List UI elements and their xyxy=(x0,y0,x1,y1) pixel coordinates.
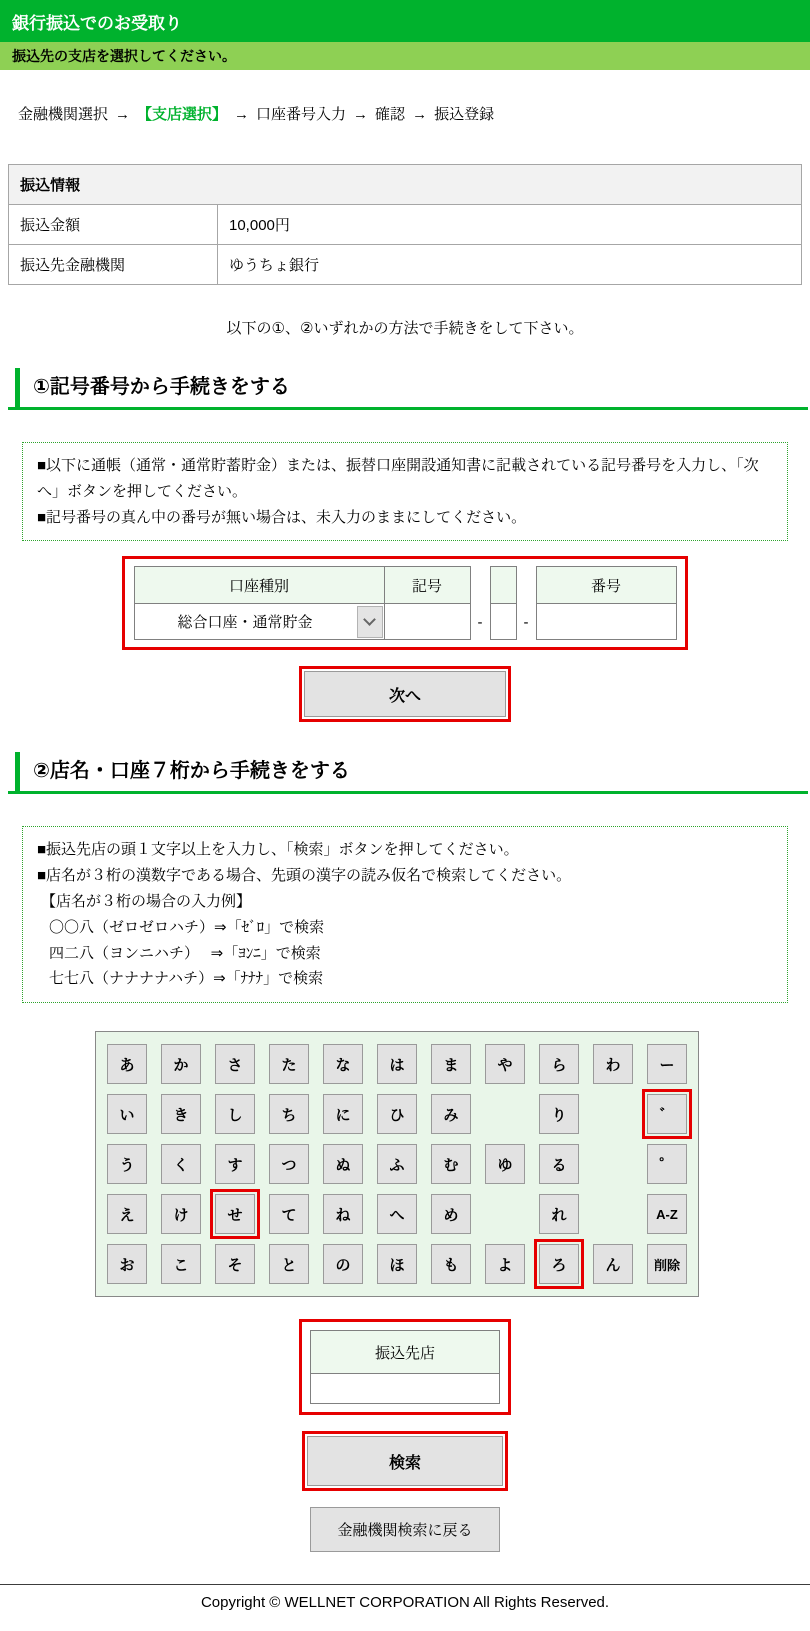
note-line: 四二八（ヨンニハチ） ⇒「ﾖﾝﾆ」で検索 xyxy=(49,944,321,962)
note-line: ■記号番号の真ん中の番号が無い場合は、未入力のままにしてください。 xyxy=(37,508,527,526)
page-title: 銀行振込でのお受取り xyxy=(0,0,810,42)
separator-dash: - xyxy=(523,613,529,631)
key-he[interactable]: へ xyxy=(377,1194,417,1234)
key-e[interactable]: え xyxy=(107,1194,147,1234)
breadcrumb-step: 確認 xyxy=(375,106,406,123)
key-ru[interactable]: る xyxy=(539,1144,579,1184)
transfer-info-table xyxy=(8,164,802,285)
key-so[interactable]: そ xyxy=(215,1244,255,1284)
section2-note-box xyxy=(22,826,788,1003)
breadcrumb-step: 金融機関選択 xyxy=(18,106,109,123)
table-row xyxy=(9,245,802,285)
key-ro[interactable]: ろ xyxy=(539,1244,579,1284)
middle-digit-input[interactable] xyxy=(491,605,516,639)
middle-digit-header xyxy=(490,567,516,604)
section2-heading xyxy=(8,752,808,794)
number-table xyxy=(536,566,677,640)
key-yo[interactable]: よ xyxy=(485,1244,525,1284)
key-ya[interactable]: や xyxy=(485,1044,525,1084)
key-chi[interactable]: ち xyxy=(269,1094,309,1134)
key-ku[interactable]: く xyxy=(161,1144,201,1184)
key-wa[interactable]: わ xyxy=(593,1044,633,1084)
breadcrumb-step: 【支店選択】 xyxy=(137,106,228,123)
table-header-row xyxy=(9,165,802,205)
next-button[interactable]: 次へ xyxy=(304,671,506,717)
key-i[interactable]: い xyxy=(107,1094,147,1134)
number-input[interactable] xyxy=(537,605,676,639)
key-delete[interactable]: 削除 xyxy=(647,1244,687,1284)
note-line: 【店名が３桁の場合の入力例】 xyxy=(41,892,252,910)
key-to[interactable]: と xyxy=(269,1244,309,1284)
key-alphabet[interactable]: A-Z xyxy=(647,1194,687,1234)
select-arrow-button[interactable] xyxy=(357,606,383,638)
breadcrumb-step: 口座番号入力 xyxy=(256,106,347,123)
key-ne[interactable]: ね xyxy=(323,1194,363,1234)
section1-note-box xyxy=(22,442,788,541)
key-shi[interactable]: し xyxy=(215,1094,255,1134)
key-o[interactable]: お xyxy=(107,1244,147,1284)
breadcrumb-step: 振込登録 xyxy=(434,106,495,123)
key-se[interactable]: せ xyxy=(215,1194,255,1234)
key-ko[interactable]: こ xyxy=(161,1244,201,1284)
next-button-highlight xyxy=(299,666,511,722)
branch-label: 振込先店 xyxy=(311,1331,500,1374)
key-na[interactable]: な xyxy=(323,1044,363,1084)
section1-heading-text: ①記号番号から手続きをする xyxy=(15,368,808,407)
account-type-select[interactable] xyxy=(135,605,384,639)
kana-keyboard xyxy=(95,1031,699,1297)
breadcrumb-separator: → xyxy=(115,106,131,123)
section2-heading-text: ②店名・口座７桁から手続きをする xyxy=(15,752,808,791)
branch-name-input[interactable] xyxy=(311,1375,499,1402)
row-label: 振込先金融機関 xyxy=(9,245,218,285)
back-to-bank-search-button[interactable]: 金融機関検索に戻る xyxy=(310,1507,500,1552)
key-ka[interactable]: か xyxy=(161,1044,201,1084)
key-me[interactable]: め xyxy=(431,1194,471,1234)
key-no[interactable]: の xyxy=(323,1244,363,1284)
footer-copyright: Copyright © WELLNET CORPORATION All Rights Reserved. xyxy=(0,1584,810,1631)
middle-digit-table xyxy=(490,566,517,640)
number-header: 番号 xyxy=(536,567,676,604)
page-subtitle: 振込先の支店を選択してください。 xyxy=(0,42,810,70)
symbol-header: 記号 xyxy=(384,567,470,604)
search-button-highlight xyxy=(302,1431,508,1491)
note-line: ■店名が３桁の漢数字である場合、先頭の漢字の読み仮名で検索してください。 xyxy=(37,867,572,885)
key-ho[interactable]: ほ xyxy=(377,1244,417,1284)
key-hi[interactable]: ひ xyxy=(377,1094,417,1134)
key-handakuten[interactable]: ゜ xyxy=(647,1144,687,1184)
note-line: ■振込先店の頭１文字以上を入力し、「検索」ボタンを押してください。 xyxy=(37,841,519,859)
account-symbol-table xyxy=(134,566,471,640)
key-te[interactable]: て xyxy=(269,1194,309,1234)
row-label: 振込金額 xyxy=(9,205,218,245)
key-mi[interactable]: み xyxy=(431,1094,471,1134)
symbol-number-form-highlight xyxy=(122,556,688,650)
key-mo[interactable]: も xyxy=(431,1244,471,1284)
breadcrumb-separator: → xyxy=(353,106,369,123)
separator-dash: - xyxy=(477,613,483,631)
branch-table xyxy=(310,1330,500,1404)
row-value: 10,000円 xyxy=(218,205,802,245)
account-type-header: 口座種別 xyxy=(134,567,384,604)
key-ni[interactable]: に xyxy=(323,1094,363,1134)
account-type-value: 総合口座・通常貯金 xyxy=(177,614,313,632)
breadcrumb-separator: → xyxy=(234,106,250,123)
key-ra[interactable]: ら xyxy=(539,1044,579,1084)
key-yu[interactable]: ゆ xyxy=(485,1144,525,1184)
key-nu[interactable]: ぬ xyxy=(323,1144,363,1184)
search-button[interactable]: 検索 xyxy=(307,1436,503,1486)
key-ke[interactable]: け xyxy=(161,1194,201,1234)
note-line: 七七八（ナナナナハチ）⇒「ﾅﾅﾅ」で検索 xyxy=(49,970,324,988)
table-row xyxy=(9,205,802,245)
key-n[interactable]: ん xyxy=(593,1244,633,1284)
key-fu[interactable]: ふ xyxy=(377,1144,417,1184)
chevron-down-icon xyxy=(363,614,376,627)
key-ta[interactable]: た xyxy=(269,1044,309,1084)
key-dakuten[interactable]: ゛ xyxy=(647,1094,687,1134)
key-a[interactable]: あ xyxy=(107,1044,147,1084)
key-tsu[interactable]: つ xyxy=(269,1144,309,1184)
breadcrumb-separator: → xyxy=(412,106,428,123)
key-long-vowel[interactable]: ー xyxy=(647,1044,687,1084)
transfer-info-header: 振込情報 xyxy=(9,165,802,205)
key-ha[interactable]: は xyxy=(377,1044,417,1084)
transfer-info-body xyxy=(9,205,802,285)
key-u[interactable]: う xyxy=(107,1144,147,1184)
key-sa[interactable]: さ xyxy=(215,1044,255,1084)
note-line: ■以下に通帳（通常・通常貯蓄貯金）または、振替口座開設通知書に記載されている記号番号を入力し、「次へ」ボタンを押してください。 xyxy=(37,457,759,500)
key-su[interactable]: す xyxy=(215,1144,255,1184)
key-ma[interactable]: ま xyxy=(431,1044,471,1084)
breadcrumb xyxy=(18,103,810,124)
section1-heading xyxy=(8,368,808,410)
symbol-input[interactable] xyxy=(385,605,470,639)
key-mu[interactable]: む xyxy=(431,1144,471,1184)
intro-text: 以下の①、②いずれかの方法で手続きをして下さい。 xyxy=(226,320,584,337)
note-line: 〇〇八（ゼロゼロハチ）⇒「ｾﾞﾛ」で検索 xyxy=(49,918,325,936)
key-ki[interactable]: き xyxy=(161,1094,201,1134)
row-value: ゆうちょ銀行 xyxy=(218,245,802,285)
key-ri[interactable]: り xyxy=(539,1094,579,1134)
branch-input-highlight xyxy=(299,1319,511,1415)
key-re[interactable]: れ xyxy=(539,1194,579,1234)
